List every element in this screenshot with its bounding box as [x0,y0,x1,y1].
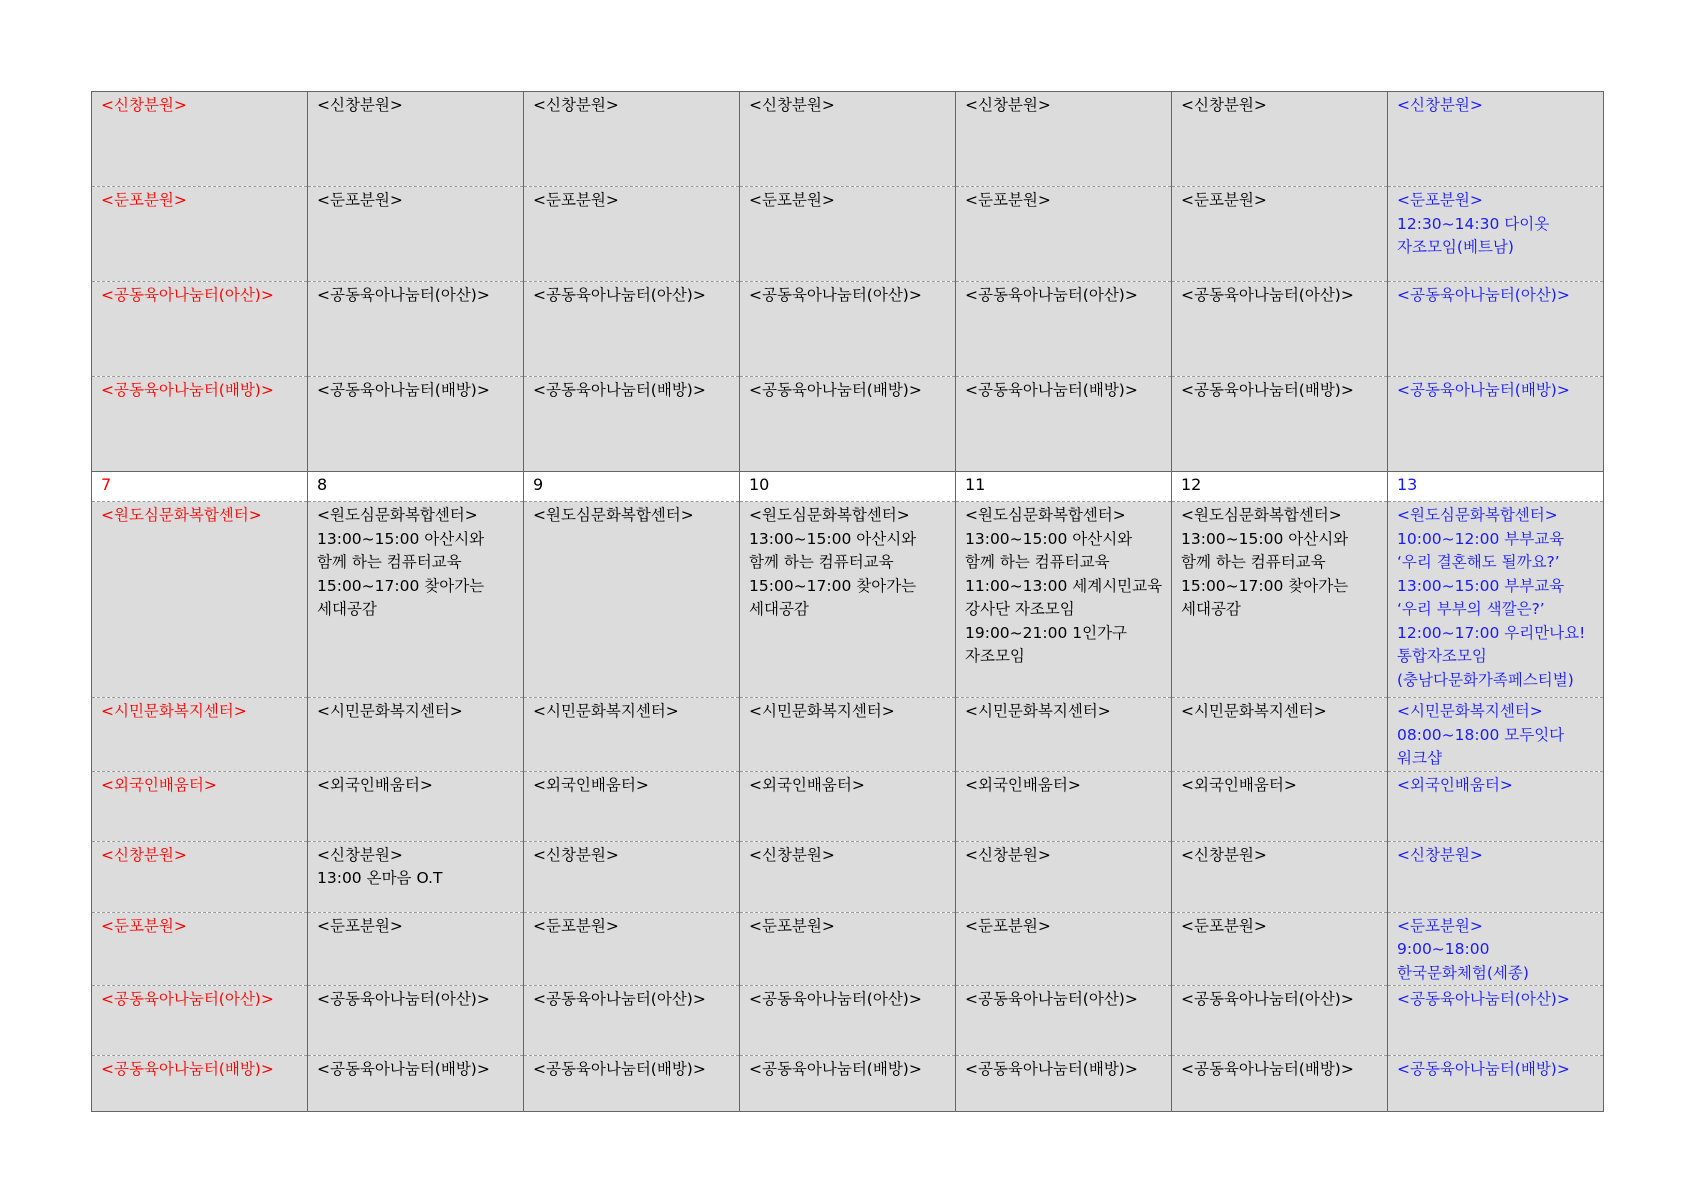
venue-label: <둔포분원> [533,916,619,935]
event-text: 자조모임 [965,647,1025,665]
schedule-cell [308,841,524,912]
schedule-cell [92,771,308,841]
schedule-cell [308,502,524,698]
schedule-cell [740,282,956,377]
venue-label: <둔포분원> [1397,916,1483,935]
schedule-cell [92,92,308,187]
event-text: (충남다문화가족페스티벌) [1397,670,1574,689]
schedule-cell [1172,841,1388,912]
event-text: 12:00~17:00 우리만나요! [1397,623,1586,642]
schedule-cell [92,698,308,772]
venue-label: <외국인배움터> [101,775,217,794]
event-text: 한국문화체험(세종) [1397,963,1529,982]
venue-label: <신창분원> [1181,96,1267,114]
event-text: 10:00~12:00 부부교육 [1397,529,1565,548]
schedule-cell [1388,502,1604,698]
event-text: 강사단 자조모임 [965,600,1075,618]
schedule-cell [308,912,524,986]
day-number: 11 [956,472,1172,502]
venue-label: <공동육아나눔터(배방)> [965,381,1138,399]
venue-label: <공동육아나눔터(아산)> [317,286,490,304]
venue-label: <외국인배움터> [317,775,433,794]
venue-label: <공동육아나눔터(아산)> [749,990,922,1008]
schedule-cell [92,841,308,912]
schedule-cell [524,502,740,698]
schedule-cell [92,502,308,698]
schedule-cell [956,92,1172,187]
schedule-row [92,377,1604,472]
event-text: 통합자조모임 [1397,647,1487,665]
venue-label: <신창분원> [749,845,835,864]
day-number: 12 [1172,472,1388,502]
schedule-cell [740,771,956,841]
venue-label: <원도심문화복합센터> [533,506,694,524]
day-number: 13 [1388,472,1604,502]
schedule-cell [956,841,1172,912]
event-text: 자조모임(베트남) [1397,238,1514,256]
venue-label: <공동육아나눔터(아산)> [101,286,274,304]
venue-label: <둔포분원> [533,191,619,209]
venue-label: <공동육아나눔터(아산)> [317,990,490,1008]
venue-label: <공동육아나눔터(배방)> [533,381,706,399]
schedule-cell [308,771,524,841]
schedule-row [92,771,1604,841]
venue-label: <외국인배움터> [749,775,865,794]
venue-label: <공동육아나눔터(배방)> [1181,381,1354,399]
event-text: 13:00~15:00 아산시와 [1181,529,1349,548]
schedule-cell [956,282,1172,377]
venue-label: <공동육아나눔터(아산)> [1397,286,1570,304]
event-text: 15:00~17:00 찾아가는 [317,576,485,595]
schedule-cell [1172,698,1388,772]
venue-label: <시민문화복지센터> [533,702,679,720]
schedule-cell [740,698,956,772]
venue-label: <공동육아나눔터(아산)> [1181,286,1354,304]
venue-label: <시민문화복지센터> [965,702,1111,720]
venue-label: <신창분원> [533,96,619,114]
schedule-cell [524,912,740,986]
venue-label: <신창분원> [1181,845,1267,864]
schedule-row [92,841,1604,912]
event-text: 15:00~17:00 찾아가는 [1181,576,1349,595]
schedule-cell [1172,187,1388,282]
event-text: 15:00~17:00 찾아가는 [749,576,917,595]
venue-label: <둔포분원> [317,916,403,935]
event-text: 함께 하는 컴퓨터교육 [1181,553,1326,571]
event-text: 함께 하는 컴퓨터교육 [965,553,1110,571]
schedule-cell [1172,771,1388,841]
schedule-cell [1388,912,1604,986]
event-text: 13:00 온마음 O.T [317,869,443,887]
schedule-cell [308,92,524,187]
schedule-cell [524,986,740,1056]
schedule-cell [92,377,308,472]
schedule-cell [740,377,956,472]
event-text: 13:00~15:00 아산시와 [965,529,1133,548]
venue-label: <신창분원> [317,845,403,864]
event-text: 함께 하는 컴퓨터교육 [317,553,462,571]
venue-label: <공동육아나눔터(아산)> [533,990,706,1008]
schedule-cell [1172,377,1388,472]
schedule-cell [1388,1056,1604,1112]
venue-label: <신창분원> [1397,96,1483,114]
schedule-cell [1172,502,1388,698]
venue-label: <외국인배움터> [965,775,1081,794]
schedule-row [92,502,1604,698]
venue-label: <신창분원> [317,96,403,114]
venue-label: <신창분원> [533,845,619,864]
schedule-row [92,698,1604,772]
venue-label: <원도심문화복합센터> [101,506,262,524]
event-text: 세대공감 [749,600,809,618]
event-text: ‘우리 결혼해도 될까요?’ [1397,553,1560,571]
venue-label: <공동육아나눔터(배방)> [317,381,490,399]
schedule-cell [1388,377,1604,472]
schedule-cell [1388,698,1604,772]
venue-label: <신창분원> [965,845,1051,864]
schedule-cell [1388,282,1604,377]
schedule-cell [1388,92,1604,187]
schedule-cell [308,698,524,772]
event-text: ‘우리 부부의 색깔은?’ [1397,600,1545,618]
date-row [92,472,1604,502]
event-text: 9:00~18:00 [1397,940,1490,958]
schedule-cell [524,698,740,772]
schedule-cell [524,1056,740,1112]
schedule-cell [1172,1056,1388,1112]
schedule-cell [308,1056,524,1112]
venue-label: <공동육아나눔터(아산)> [1397,990,1570,1008]
venue-label: <원도심문화복합센터> [965,506,1126,524]
venue-label: <둔포분원> [965,191,1051,209]
venue-label: <공동육아나눔터(배방)> [749,381,922,399]
schedule-cell [524,187,740,282]
schedule-cell [92,282,308,377]
schedule-cell [308,986,524,1056]
venue-label: <시민문화복지센터> [317,702,463,720]
schedule-cell [1172,986,1388,1056]
venue-label: <원도심문화복합센터> [317,506,478,524]
venue-label: <둔포분원> [749,916,835,935]
venue-label: <둔포분원> [965,916,1051,935]
venue-label: <공동육아나눔터(배방)> [1397,1060,1570,1078]
venue-label: <외국인배움터> [1397,775,1513,794]
event-text: 11:00~13:00 세계시민교육 [965,576,1163,595]
schedule-cell [956,187,1172,282]
schedule-cell [1388,187,1604,282]
venue-label: <시민문화복지센터> [1397,702,1543,720]
venue-label: <공동육아나눔터(아산)> [749,286,922,304]
schedule-row [92,986,1604,1056]
schedule-cell [92,986,308,1056]
venue-label: <둔포분원> [1181,916,1267,935]
schedule-cell [740,92,956,187]
venue-label: <공동육아나눔터(배방)> [1397,381,1570,399]
day-number: 8 [308,472,524,502]
day-number: 10 [740,472,956,502]
schedule-row [92,1056,1604,1112]
schedule-cell [524,92,740,187]
schedule-cell [956,771,1172,841]
calendar-table [91,91,1604,1112]
schedule-cell [956,502,1172,698]
schedule-cell [740,1056,956,1112]
venue-label: <둔포분원> [1181,191,1267,209]
venue-label: <공동육아나눔터(배방)> [533,1060,706,1078]
venue-label: <공동육아나눔터(아산)> [533,286,706,304]
schedule-cell [956,912,1172,986]
schedule-cell [1172,92,1388,187]
schedule-cell [524,282,740,377]
venue-label: <신창분원> [101,845,187,864]
schedule-cell [92,187,308,282]
venue-label: <외국인배움터> [1181,775,1297,794]
event-text: 13:00~15:00 아산시와 [317,529,485,548]
event-text: 워크샵 [1397,749,1442,767]
venue-label: <공동육아나눔터(아산)> [101,990,274,1008]
schedule-cell [956,377,1172,472]
venue-label: <공동육아나눔터(아산)> [965,286,1138,304]
schedule-cell [740,912,956,986]
event-text: 12:30~14:30 다이옷 [1397,214,1550,233]
event-text: 13:00~15:00 부부교육 [1397,576,1565,595]
schedule-row [92,912,1604,986]
venue-label: <시민문화복지센터> [1181,702,1327,720]
schedule-cell [524,771,740,841]
schedule-cell [524,841,740,912]
calendar-body [92,92,1604,1112]
schedule-cell [524,377,740,472]
venue-label: <신창분원> [749,96,835,114]
venue-label: <신창분원> [1397,845,1483,864]
schedule-cell [956,698,1172,772]
schedule-cell [1388,986,1604,1056]
schedule-cell [956,1056,1172,1112]
event-text: 19:00~21:00 1인가구 [965,623,1128,642]
venue-label: <공동육아나눔터(배방)> [317,1060,490,1078]
venue-label: <신창분원> [101,96,187,114]
schedule-cell [92,912,308,986]
venue-label: <시민문화복지센터> [101,702,247,720]
venue-label: <외국인배움터> [533,775,649,794]
schedule-cell [1388,841,1604,912]
schedule-cell [740,986,956,1056]
venue-label: <공동육아나눔터(배방)> [1181,1060,1354,1078]
schedule-cell [92,1056,308,1112]
venue-label: <공동육아나눔터(배방)> [101,381,274,399]
schedule-cell [1172,282,1388,377]
schedule-row [92,92,1604,187]
schedule-cell [308,377,524,472]
venue-label: <공동육아나눔터(아산)> [1181,990,1354,1008]
venue-label: <신창분원> [965,96,1051,114]
venue-label: <둔포분원> [749,191,835,209]
event-text: 세대공감 [1181,600,1241,618]
day-number: 9 [524,472,740,502]
schedule-cell [308,282,524,377]
schedule-row [92,282,1604,377]
venue-label: <원도심문화복합센터> [1181,506,1342,524]
day-number: 7 [92,472,308,502]
schedule-cell [740,187,956,282]
schedule-cell [740,841,956,912]
event-text: 함께 하는 컴퓨터교육 [749,553,894,571]
schedule-cell [956,986,1172,1056]
schedule-cell [740,502,956,698]
venue-label: <공동육아나눔터(배방)> [749,1060,922,1078]
venue-label: <공동육아나눔터(아산)> [965,990,1138,1008]
venue-label: <시민문화복지센터> [749,702,895,720]
schedule-cell [1388,771,1604,841]
venue-label: <원도심문화복합센터> [749,506,910,524]
schedule-row [92,187,1604,282]
event-text: 13:00~15:00 아산시와 [749,529,917,548]
schedule-cell [308,187,524,282]
venue-label: <둔포분원> [1397,191,1483,209]
venue-label: <둔포분원> [101,916,187,935]
schedule-cell [1172,912,1388,986]
event-text: 세대공감 [317,600,377,618]
venue-label: <공동육아나눔터(배방)> [965,1060,1138,1078]
venue-label: <둔포분원> [317,191,403,209]
event-text: 08:00~18:00 모두잇다 [1397,725,1565,744]
venue-label: <둔포분원> [101,191,187,209]
venue-label: <원도심문화복합센터> [1397,506,1558,524]
venue-label: <공동육아나눔터(배방)> [101,1060,274,1078]
